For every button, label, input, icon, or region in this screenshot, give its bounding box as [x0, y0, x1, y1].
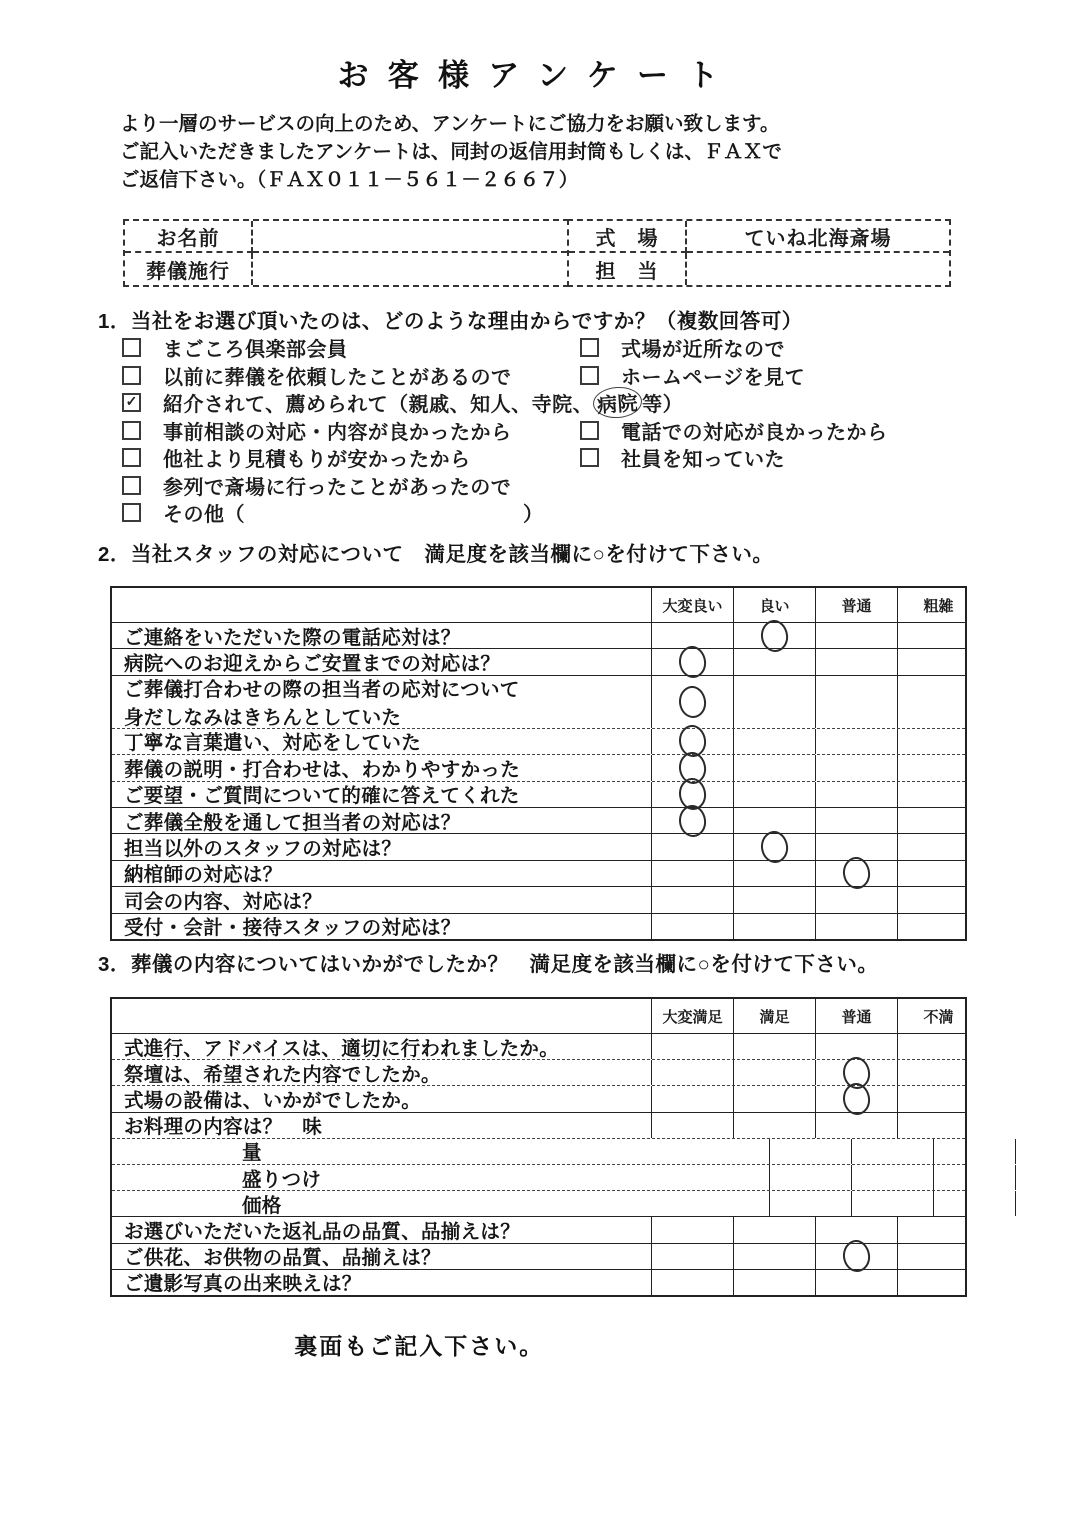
table-row	[112, 834, 965, 860]
answer-cell[interactable]	[733, 1244, 815, 1269]
answer-cell[interactable]	[733, 861, 815, 886]
circle-mark	[759, 618, 790, 653]
answer-cell[interactable]	[1015, 1165, 1075, 1190]
checkbox-icon[interactable]	[580, 421, 599, 440]
column-header: 不満	[897, 999, 979, 1033]
answer-cell[interactable]	[897, 782, 979, 807]
row-label: 葬儀の説明・打合わせは、わかりやすかった	[124, 758, 521, 781]
answer-cell[interactable]	[651, 887, 733, 912]
q1-option-venue-nearby[interactable]	[580, 333, 785, 362]
header-empty-cell	[112, 999, 651, 1033]
q1-option-referred[interactable]	[122, 387, 683, 418]
checkbox-icon[interactable]	[122, 503, 141, 522]
row-label: ご葬儀全般を通して担当者の対応は？	[124, 811, 461, 834]
name-field-label: お名前	[125, 221, 253, 253]
table-row	[112, 782, 965, 808]
row-label: 盛りつけ	[242, 1168, 322, 1191]
intro-text	[120, 110, 920, 194]
answer-cell[interactable]	[651, 1244, 733, 1269]
answer-cell[interactable]	[851, 1191, 933, 1216]
answer-cell[interactable]	[933, 1165, 1015, 1190]
row-label: 丁寧な言葉遣い、対応をしていた	[124, 732, 422, 755]
answer-cell[interactable]	[651, 914, 733, 939]
checkbox-icon[interactable]	[122, 421, 141, 440]
table-row	[112, 1113, 965, 1139]
respondent-info-box	[123, 219, 569, 287]
answer-cell[interactable]	[733, 834, 815, 859]
row-label: 式進行、アドバイスは、適切に行われましたか。	[124, 1037, 560, 1060]
circled-word-hospital: 病院	[592, 386, 643, 420]
answer-cell[interactable]	[733, 1113, 815, 1138]
answer-cell[interactable]	[733, 729, 815, 754]
venue-field-value[interactable]: ていね北海斎場	[687, 221, 949, 253]
row-label: 担当以外のスタッフの対応は？	[124, 838, 402, 861]
answer-cell[interactable]	[815, 1217, 897, 1242]
question1-heading: 1．当社をお選び頂いたのは、どのような理由からですか？（複数回答可）	[98, 310, 803, 333]
answer-cell[interactable]	[897, 834, 979, 859]
question2-heading: 2．当社スタッフの対応について 満足度を該当欄に○を付けて下さい。	[98, 543, 774, 566]
row-label-line2: 身だしなみはきちんとしていた	[124, 706, 402, 729]
answer-cell[interactable]	[897, 623, 979, 648]
name-field-value[interactable]	[253, 221, 567, 253]
circle-mark	[841, 1081, 872, 1116]
answer-cell[interactable]	[815, 1086, 897, 1111]
answer-cell[interactable]	[815, 808, 897, 833]
answer-cell[interactable]	[651, 755, 733, 780]
answer-cell[interactable]	[897, 1086, 979, 1111]
answer-cell[interactable]	[651, 782, 733, 807]
column-header: 満足	[733, 999, 815, 1033]
venue-field-label: 式 場	[569, 221, 687, 253]
q1-option-cheaper-estimate[interactable]	[122, 443, 580, 472]
q1-option-attended-before[interactable]	[122, 471, 511, 500]
table-row	[112, 887, 965, 913]
answer-cell[interactable]	[769, 1191, 851, 1216]
answer-cell[interactable]	[815, 1270, 897, 1295]
table-row	[112, 1139, 965, 1165]
answer-cell[interactable]	[651, 1034, 733, 1059]
answer-cell[interactable]	[651, 808, 733, 833]
intro-line: ご返信下さい。（ＦＡＸ０１１－５６１－２６６７）	[120, 169, 579, 191]
answer-cell[interactable]	[651, 676, 733, 728]
table-row	[112, 1060, 965, 1086]
venue-info-box	[567, 219, 951, 287]
answer-cell[interactable]	[651, 1270, 733, 1295]
q1-option-magokoro[interactable]	[122, 333, 580, 362]
option-other-closing-paren: ）	[523, 504, 544, 527]
funeral-content-table	[110, 997, 967, 1297]
row-label: ご連絡をいただいた際の電話応対は？	[124, 626, 461, 649]
option-label: まごころ倶楽部会員	[163, 339, 348, 362]
answer-cell[interactable]	[733, 676, 815, 728]
row-label: ご供花、お供物の品質、品揃えは？	[124, 1247, 441, 1270]
table-row	[112, 808, 965, 834]
row-label: 量	[242, 1142, 262, 1165]
option-label: 電話での対応が良かったから	[621, 421, 888, 444]
answer-cell[interactable]	[651, 1217, 733, 1242]
checkbox-icon[interactable]	[122, 366, 141, 385]
answer-cell[interactable]	[1015, 1191, 1075, 1216]
funeral-field-value[interactable]	[253, 253, 567, 285]
answer-cell[interactable]	[815, 887, 897, 912]
answer-cell[interactable]	[897, 729, 979, 754]
row-label: お選びいただいた返礼品の品質、品揃えは？	[124, 1220, 521, 1243]
checkbox-icon[interactable]	[122, 476, 141, 495]
option-label: その他（	[163, 504, 245, 527]
answer-cell[interactable]	[815, 649, 897, 674]
table-header-row	[112, 588, 965, 623]
checkbox-icon[interactable]: ✓	[122, 393, 141, 412]
row-label: 司会の内容、対応は？	[124, 890, 323, 913]
q1-option-homepage[interactable]	[580, 361, 805, 390]
table-row	[112, 861, 965, 887]
option-label: 事前相談の対応・内容が良かったから	[163, 421, 512, 444]
answer-cell[interactable]	[933, 1139, 1015, 1164]
answer-cell[interactable]	[733, 1086, 815, 1111]
option-label: 他社より見積もりが安かったから	[163, 449, 471, 472]
answer-cell[interactable]	[651, 1060, 733, 1085]
answer-cell[interactable]	[815, 1060, 897, 1085]
table-header-row	[112, 999, 965, 1034]
table-row	[112, 755, 965, 781]
answer-cell[interactable]	[815, 755, 897, 780]
checkbox-icon[interactable]	[122, 448, 141, 467]
option-label: 式場が近所なので	[621, 339, 785, 362]
answer-cell[interactable]	[651, 649, 733, 674]
table-row	[112, 1086, 965, 1112]
answer-cell[interactable]	[733, 1270, 815, 1295]
staff-field-label: 担 当	[569, 253, 687, 285]
intro-line: ご記入いただきましたアンケートは、同封の返信用封筒もしくは、ＦＡＸで	[120, 141, 782, 163]
page-title: お客様アンケート	[337, 58, 738, 93]
checkbox-icon[interactable]	[580, 448, 599, 467]
answer-cell[interactable]	[733, 782, 815, 807]
answer-cell[interactable]	[897, 1113, 979, 1138]
answer-cell[interactable]	[651, 861, 733, 886]
table-row	[112, 914, 965, 939]
table-row	[112, 1165, 965, 1191]
row-label: ご遺影写真の出来映えは？	[124, 1273, 362, 1296]
option-label: 以前に葬儀を依頼したことがあるので	[163, 366, 512, 389]
answer-cell[interactable]	[815, 1113, 897, 1138]
answer-cell[interactable]	[733, 755, 815, 780]
answer-cell[interactable]	[897, 1060, 979, 1085]
answer-cell[interactable]	[851, 1139, 933, 1164]
answer-cell[interactable]	[651, 1113, 733, 1138]
answer-cell[interactable]	[651, 834, 733, 859]
circle-mark	[677, 684, 708, 719]
table-row	[112, 649, 965, 675]
checkbox-icon[interactable]	[122, 338, 141, 357]
circle-mark	[841, 856, 872, 891]
q1-option-previous-funeral[interactable]	[122, 361, 580, 390]
option-label	[163, 387, 683, 418]
staff-field-value[interactable]	[687, 253, 949, 285]
table-row	[112, 676, 965, 729]
answer-cell[interactable]	[651, 1086, 733, 1111]
answer-cell[interactable]	[733, 1060, 815, 1085]
q1-option-other[interactable]	[122, 498, 544, 527]
question1-options	[122, 334, 952, 527]
row-label: 祭壇は、希望された内容でしたか。	[124, 1063, 441, 1086]
q1-option-knew-employee[interactable]	[580, 443, 785, 472]
answer-cell[interactable]	[815, 1244, 897, 1269]
answer-cell[interactable]	[769, 1165, 851, 1190]
checkbox-icon[interactable]	[580, 366, 599, 385]
answer-cell[interactable]	[815, 861, 897, 886]
funeral-field-label: 葬儀施行	[125, 253, 253, 285]
answer-cell[interactable]	[815, 623, 897, 648]
row-label: 病院へのお迎えからご安置までの対応は？	[124, 653, 501, 676]
option-label-suffix: 等）	[642, 394, 684, 417]
column-header: 良い	[733, 588, 815, 622]
circle-mark	[841, 1239, 872, 1274]
answer-cell[interactable]	[815, 729, 897, 754]
circle-mark	[677, 803, 708, 838]
answer-cell[interactable]	[897, 887, 979, 912]
answer-cell[interactable]	[733, 649, 815, 674]
row-label	[112, 676, 651, 728]
column-header: 粗雑	[897, 588, 979, 622]
table-row	[112, 1034, 965, 1060]
row-label: 式場の設備は、いかがでしたか。	[124, 1089, 422, 1112]
checkbox-icon[interactable]	[580, 338, 599, 357]
answer-cell[interactable]	[651, 729, 733, 754]
answer-cell[interactable]	[897, 755, 979, 780]
column-header: 普通	[815, 588, 897, 622]
answer-cell[interactable]	[897, 861, 979, 886]
answer-cell[interactable]	[897, 649, 979, 674]
circle-mark	[677, 645, 708, 680]
answer-cell[interactable]	[733, 808, 815, 833]
option-label-prefix: 紹介されて、薦められて（親戚、知人、寺院、	[163, 394, 594, 417]
column-header: 普通	[815, 999, 897, 1033]
row-label: 納棺師の対応は？	[124, 864, 283, 887]
row-label: 受付・会計・接待スタッフの対応は？	[124, 917, 461, 940]
row-label-line1: ご葬儀打合わせの際の担当者の応対について	[124, 678, 520, 701]
table-row	[112, 729, 965, 755]
answer-cell[interactable]	[897, 1244, 979, 1269]
answer-cell[interactable]	[897, 676, 979, 728]
answer-cell[interactable]	[933, 1191, 1015, 1216]
answer-cell[interactable]	[769, 1139, 851, 1164]
answer-cell[interactable]	[897, 1270, 979, 1295]
answer-cell[interactable]	[897, 808, 979, 833]
row-label: 価格	[242, 1194, 282, 1217]
circle-mark	[759, 830, 790, 865]
answer-cell[interactable]	[733, 1217, 815, 1242]
answer-cell[interactable]	[733, 914, 815, 939]
intro-line: より一層のサービスの向上のため、アンケートにご協力をお願い致します。	[120, 113, 780, 135]
answer-cell[interactable]	[897, 914, 979, 939]
answer-cell[interactable]	[733, 1034, 815, 1059]
row-label: お料理の内容は？ 味	[124, 1116, 323, 1139]
footer-note: 裏面もご記入下さい。	[294, 1333, 545, 1359]
answer-cell[interactable]	[651, 623, 733, 648]
table-row	[112, 1217, 965, 1243]
answer-cell[interactable]	[733, 623, 815, 648]
answer-cell[interactable]	[851, 1165, 933, 1190]
header-empty-cell	[112, 588, 651, 622]
answer-cell[interactable]	[897, 1034, 979, 1059]
answer-cell[interactable]	[815, 1034, 897, 1059]
answer-cell[interactable]	[1015, 1139, 1075, 1164]
option-label: 社員を知っていた	[621, 449, 785, 472]
answer-cell[interactable]	[897, 1217, 979, 1242]
q1-option-pre-consultation[interactable]	[122, 416, 580, 445]
table-row	[112, 1191, 965, 1217]
column-header: 大変良い	[651, 588, 733, 622]
table-row	[112, 1270, 965, 1295]
table-row	[112, 623, 965, 649]
question3-heading: 3．葬儀の内容についてはいかがでしたか？ 満足度を該当欄に○を付けて下さい。	[98, 953, 879, 976]
option-label: ホームページを見て	[621, 366, 806, 389]
staff-satisfaction-table	[110, 586, 967, 941]
answer-cell[interactable]	[815, 782, 897, 807]
answer-cell[interactable]	[815, 914, 897, 939]
row-label: ご要望・ご質問について的確に答えてくれた	[124, 785, 520, 808]
answer-cell[interactable]	[733, 887, 815, 912]
answer-cell[interactable]	[815, 676, 897, 728]
q1-option-phone-response[interactable]	[580, 416, 888, 445]
table-row	[112, 1244, 965, 1270]
column-header: 大変満足	[651, 999, 733, 1033]
option-label: 参列で斎場に行ったことがあったので	[163, 476, 512, 499]
